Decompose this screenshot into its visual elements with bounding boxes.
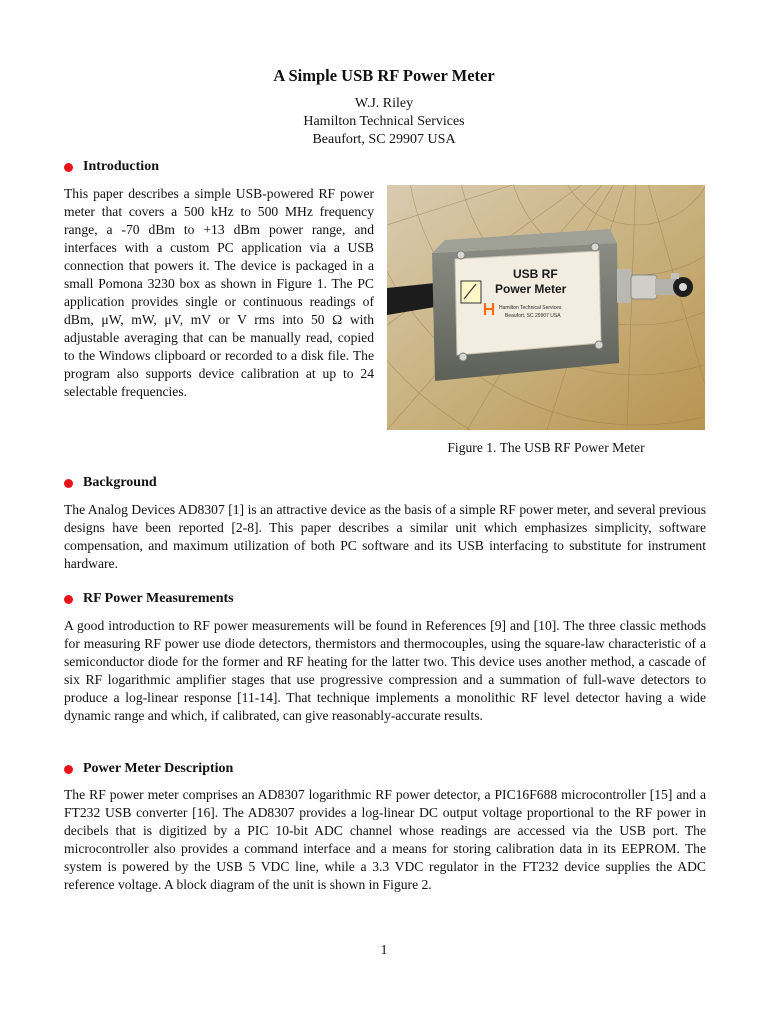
heading-text: RF Power Measurements — [83, 591, 234, 606]
heading-rf-measurements — [64, 591, 234, 607]
page-number: 1 — [380, 942, 388, 957]
label-title1: USB RF — [513, 267, 558, 281]
power-meter-photo — [387, 185, 705, 430]
heading-background — [64, 475, 157, 491]
figure-1-photo — [387, 185, 705, 430]
bullet-icon — [64, 479, 73, 488]
label-company: Hamilton Technical Services — [499, 305, 562, 311]
heading-introduction — [64, 159, 159, 175]
label-address: Beaufort, SC 29907 USA — [505, 313, 561, 319]
description-paragraph: The RF power meter comprises an AD8307 logarithmic RF power detector, a PIC16F688 microcontroller [15] and a FT232 USB converter [16]. The AD8307 provides a log-linear DC output voltage proportional to the RF power in decibels that is digitized by a PIC 10-bit ADC channel whose readings are accessed via the USB port. The microcontroller also provides a command interface and a means for storing calibration data in its EEPROM. The system is powered by the USB 5 VDC line, while a 3.3 VDC regulator in the FT232 device supplies the ADC reference voltage. A block diagram of the unit is shown in Figure 2. — [64, 787, 706, 892]
background-paragraph: The Analog Devices AD8307 [1] is an attractive device as the basis of a simple RF power meter, and several previous designs have been reported [2-8]. This paper describes a similar unit which emphasizes simplicity, software compensation, and maximum utilization of both PC software and its USB interfacing to substitute for instrument hardware. — [64, 502, 706, 571]
heading-text: Power Meter Description — [83, 761, 234, 776]
author-address: Beaufort, SC 29907 USA — [312, 132, 456, 147]
heading-text: Background — [83, 475, 157, 490]
bullet-icon — [64, 765, 73, 774]
author-name: W.J. Riley — [354, 96, 414, 111]
bullet-icon — [64, 595, 73, 604]
bullet-icon — [64, 163, 73, 172]
figure-1-caption: Figure 1. The USB RF Power Meter — [447, 440, 645, 455]
author-affiliation: Hamilton Technical Services — [303, 114, 465, 129]
rf-measurements-paragraph: A good introduction to RF power measurements will be found in References [9] and [10]. The three classic methods for measuring RF power use diode detectors, thermistors and thermocouples, using the square-law characteristic of a semiconductor diode for the former and RF heating for the latter two. This device uses another method, a cascade of six RF logarithmic amplifier stages that use progressive compression and a summation of full-wave detectors to produce a log-linear response [11-14]. That technique implements a monolithic RF level detector having a wide dynamic range and which, if calibrated, can give reasonably-accurate results. — [64, 618, 706, 723]
paper-title: A Simple USB RF Power Meter — [273, 66, 495, 85]
heading-text: Introduction — [83, 159, 159, 174]
heading-description — [64, 761, 233, 777]
introduction-paragraph: This paper describes a simple USB-powered RF power meter that covers a 500 kHz to 500 MHz frequency range, a -70 dBm to +13 dBm power range, and interfaces with a custom PC application via a USB connection that powers it. The device is packaged in a small Pomona 3230 box as shown in Figure 1. The PC application provides single or continuous readings of dBm, μW, mW, μV, mV or V rms into 50 Ω with adjustable averaging that can be manually read, copied to the Windows clipboard or recorded to a disk file. The program also supports device calibration at up to 24 selectable frequencies. — [64, 186, 374, 399]
label-title2: Power Meter — [495, 282, 567, 296]
